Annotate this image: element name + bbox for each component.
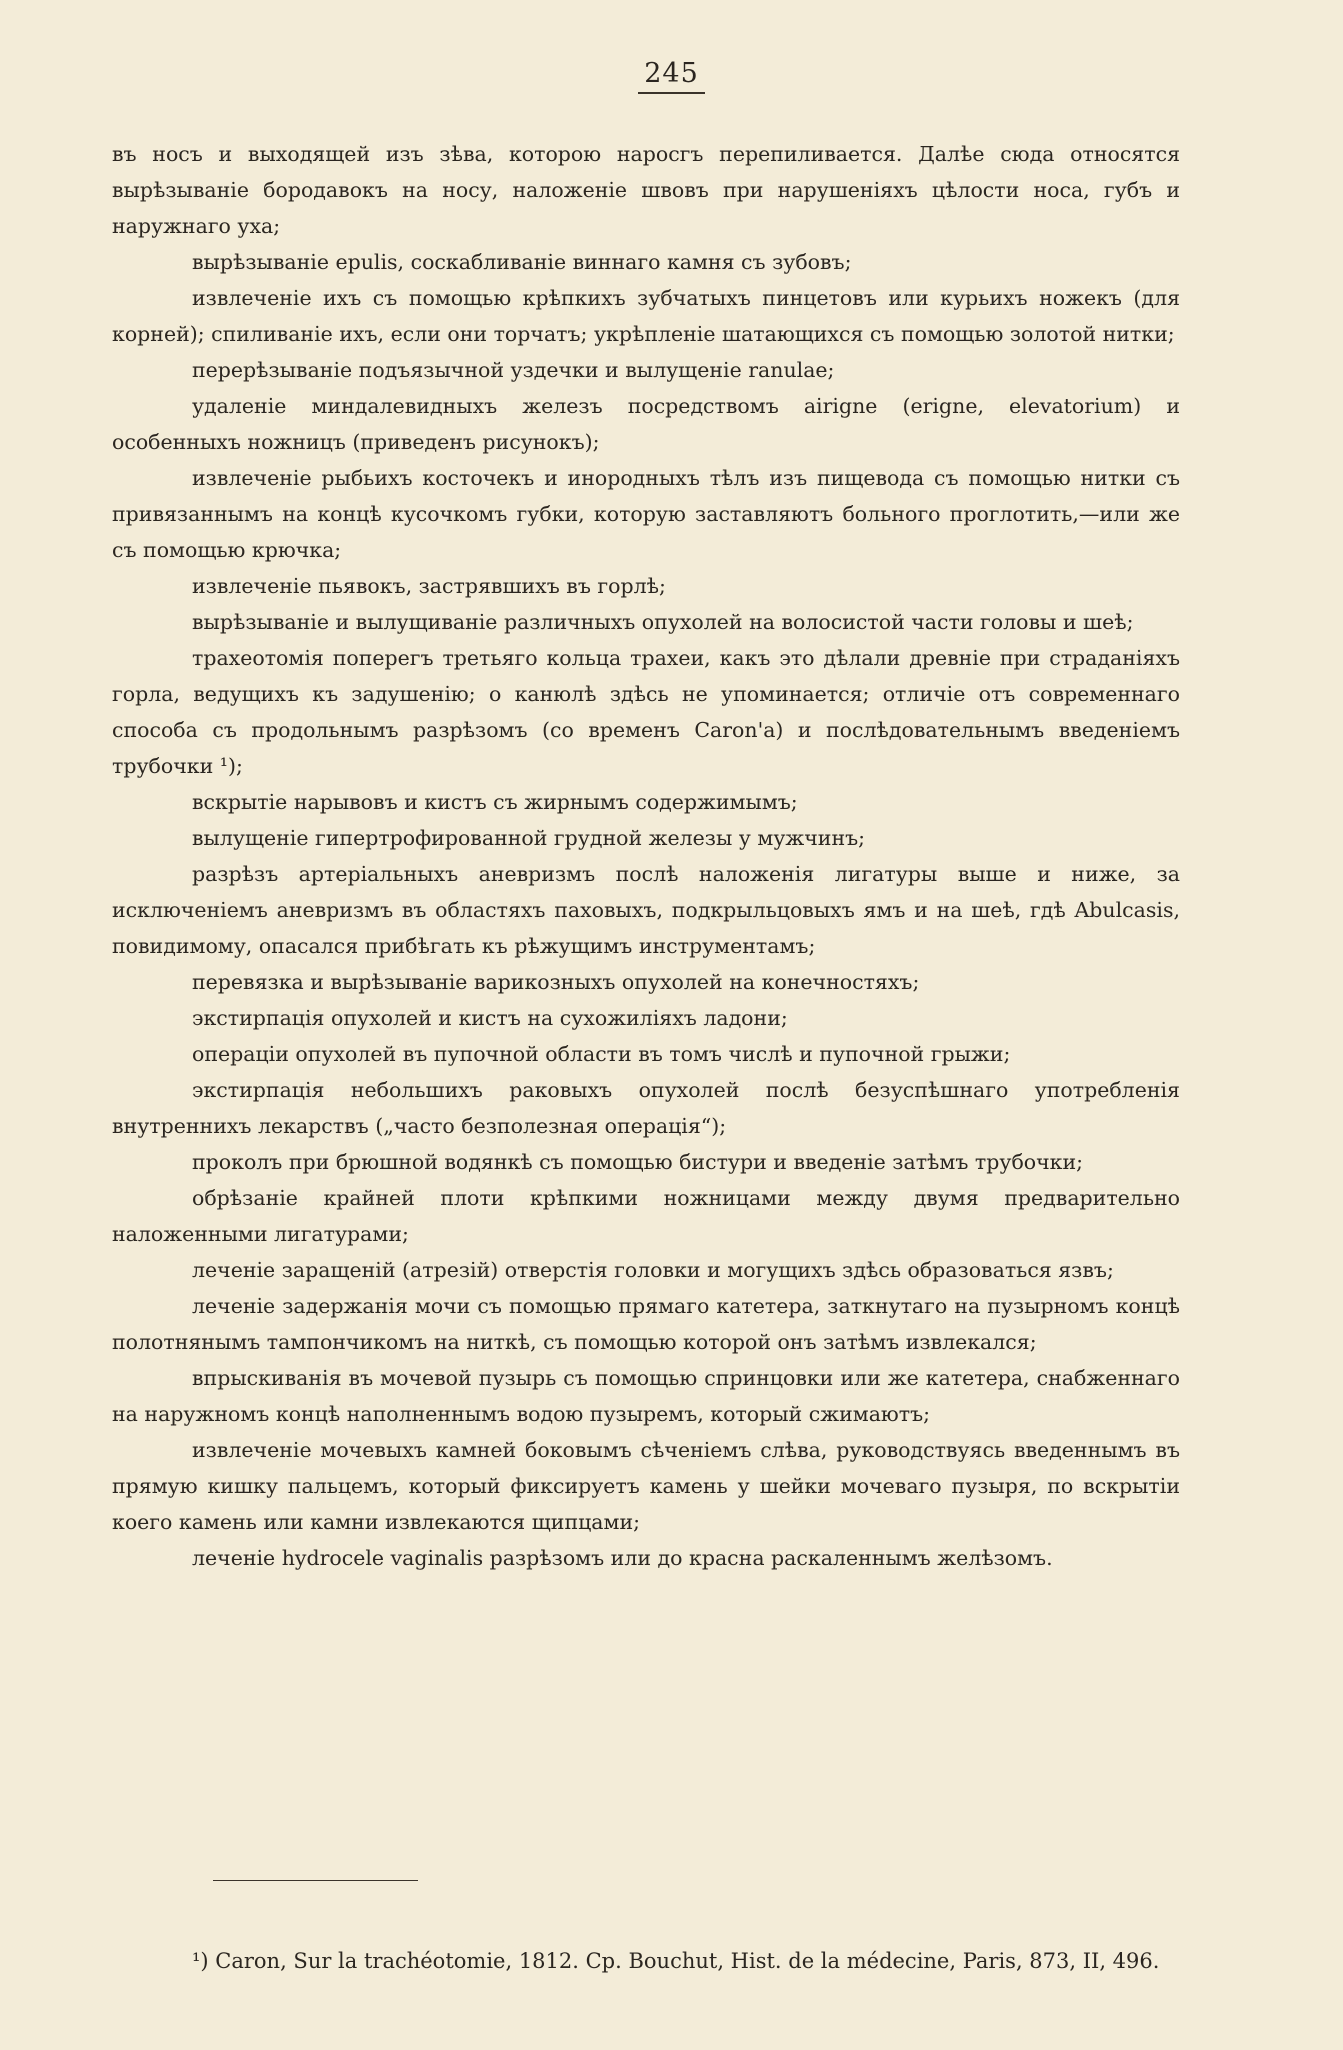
paragraph: извлеченіе рыбьихъ косточекъ и инородныхъ тѣлъ изъ пищевода съ помощью нитки съ привязаннымъ на концѣ кусочкомъ губки, которую заставляютъ больного проглотить,—или же съ помощью крючка; — [112, 466, 1180, 562]
footnote: ¹) Caron, Sur la trachéotomie, 1812. Cp. Bouchut, Hist. de la médecine, Paris, 873, II, 496. — [192, 1949, 1160, 1973]
paragraph: проколъ при брюшной водянкѣ съ помощью бистури и введеніе затѣмъ трубочки; — [192, 1150, 1084, 1174]
paragraph: перерѣзываніе подъязычной уздечки и вылущеніе ranulae; — [192, 358, 835, 382]
paragraph: леченіе задержанія мочи съ помощью прямаго катетера, заткнутаго на пузырномъ концѣ полотнянымъ тампончикомъ на ниткѣ, съ помощью которой онъ затѣмъ извлекался; — [112, 1294, 1180, 1354]
paragraph: леченіе заращеній (атрезій) отверстія головки и могущихъ здѣсь образоваться язвъ; — [192, 1258, 1114, 1282]
page-number — [0, 58, 1343, 94]
paragraph: обрѣзаніе крайней плоти крѣпкими ножницами между двумя предварительно наложенными лигатурами; — [112, 1186, 1180, 1246]
paragraph: экстирпація небольшихъ раковыхъ опухолей послѣ безуспѣшнаго употребленія внутреннихъ лекарствъ („часто безполезная операція“); — [112, 1078, 1180, 1138]
paragraph: трахеотомія поперегъ третьяго кольца трахеи, какъ это дѣлали древніе при страданіяхъ горла, ведущихъ къ задушенію; о канюлѣ здѣсь не упоминается; отличіе отъ современнаго способа съ продольнымъ разрѣзомъ (со временъ Caron'a) и послѣдовательнымъ введеніемъ трубочки ¹); — [112, 646, 1180, 778]
paragraph: леченіе hydrocele vaginalis разрѣзомъ или до красна раскаленнымъ желѣзомъ. — [192, 1546, 1053, 1570]
paragraph: перевязка и вырѣзываніе варикозныхъ опухолей на конечностяхъ; — [192, 970, 920, 994]
paragraph: извлеченіе ихъ съ помощью крѣпкихъ зубчатыхъ пинцетовъ или курьихъ ножекъ (для корней); спиливаніе ихъ, если они торчатъ; укрѣпленіе шатающихся съ помощью золотой нитки; — [112, 286, 1180, 346]
paragraph: извлеченіе мочевыхъ камней боковымъ сѣченіемъ слѣва, руководствуясь введеннымъ въ прямую кишку пальцемъ, который фиксируетъ камень у шейки мочеваго пузыря, по вскрытіи коего камень или камни извлекаются щипцами; — [112, 1438, 1180, 1534]
body-text — [112, 136, 1180, 1576]
footnote-separator — [213, 1880, 418, 1881]
paragraph: вылущеніе гипертрофированной грудной железы у мужчинъ; — [192, 826, 866, 850]
paragraph: вскрытіе нарывовъ и кистъ съ жирнымъ содержимымъ; — [192, 790, 798, 814]
paragraph: въ носъ и выходящей изъ зѣва, которою наросгъ перепиливается. Далѣе сюда относятся вырѣзываніе бородавокъ на носу, наложеніе швовъ при нарушеніяхъ цѣлости носа, губъ и наружнаго уха; — [112, 142, 1180, 238]
paragraph: операціи опухолей въ пупочной области въ томъ числѣ и пупочной грыжи; — [192, 1042, 1011, 1066]
paragraph: экстирпація опухолей и кистъ на сухожиліяхъ ладони; — [192, 1006, 788, 1030]
paragraph: удаленіе миндалевидныхъ железъ посредствомъ airigne (erigne, elevatorium) и особенныхъ ножницъ (приведенъ рисунокъ); — [112, 394, 1180, 454]
paragraph: вырѣзываніе и вылущиваніе различныхъ опухолей на волосистой части головы и шеѣ; — [192, 610, 1134, 634]
page-number-text: 245 — [638, 58, 705, 94]
paragraph: впрыскиванія въ мочевой пузырь съ помощью спринцовки или же катетера, снабженнаго на наружномъ концѣ наполненнымъ водою пузыремъ, который сжимаютъ; — [112, 1366, 1180, 1426]
paragraph: вырѣзываніе epulis, соскабливаніе виннаго камня съ зубовъ; — [192, 250, 852, 274]
paragraph: разрѣзъ артеріальныхъ аневризмъ послѣ наложенія лигатуры выше и ниже, за исключеніемъ аневризмъ въ областяхъ паховыхъ, подкрыльцовыхъ ямъ и на шеѣ, гдѣ Abulcasis, повидимому, опасался прибѣгать къ рѣжущимъ инструментамъ; — [112, 862, 1180, 958]
paragraph: извлеченіе пьявокъ, застрявшихъ въ горлѣ; — [192, 574, 666, 598]
